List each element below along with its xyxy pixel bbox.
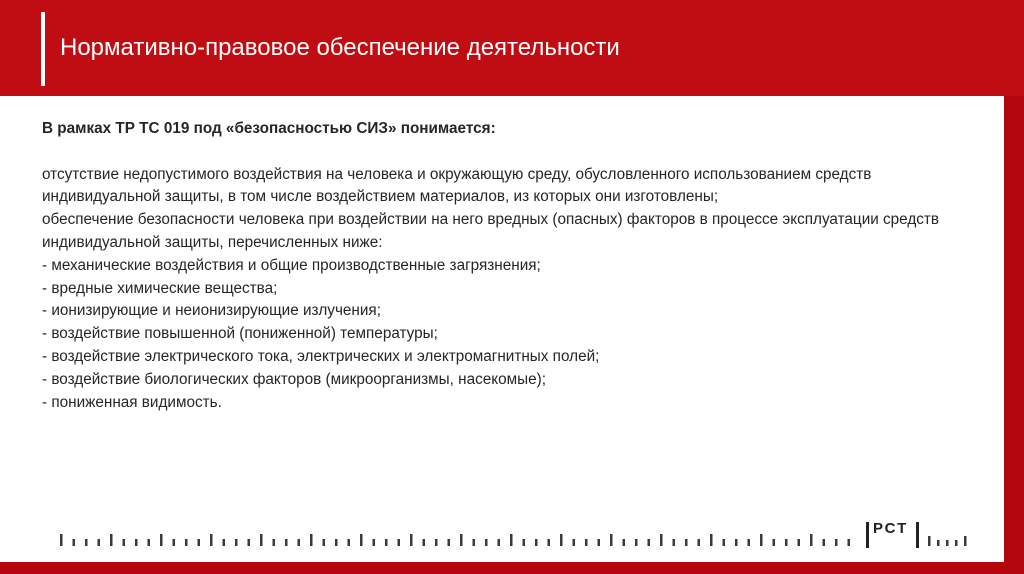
content-heading: В рамках ТР ТС 019 под «безопасностью СИЗ» понимается: xyxy=(42,120,496,137)
logo-tick xyxy=(937,540,940,546)
list-item: - воздействие электрического тока, электрических и электромагнитных полей; xyxy=(42,347,600,365)
ruler-tick xyxy=(160,534,163,546)
ruler-tick xyxy=(185,539,188,546)
content-panel xyxy=(0,96,1004,562)
ruler-tick xyxy=(348,539,351,546)
ruler-tick xyxy=(98,539,101,546)
ruler-tick xyxy=(360,534,363,546)
ruler-tick xyxy=(810,534,813,546)
ruler-tick xyxy=(773,539,776,546)
logo-bar-right xyxy=(916,522,919,548)
ruler-tick xyxy=(173,539,176,546)
logo-tick xyxy=(946,540,949,546)
ruler-tick xyxy=(523,539,526,546)
title-accent-line xyxy=(41,12,45,86)
ruler-tick xyxy=(110,534,113,546)
ruler-tick xyxy=(373,539,376,546)
ruler-tick xyxy=(223,539,226,546)
ruler-tick xyxy=(460,534,463,546)
ruler-tick xyxy=(310,534,313,546)
ruler-tick xyxy=(123,539,126,546)
ruler-tick xyxy=(60,534,63,546)
ruler-tick xyxy=(673,539,676,546)
ruler-tick xyxy=(260,534,263,546)
ruler-tick xyxy=(235,539,238,546)
ruler-tick xyxy=(248,539,251,546)
ruler-tick xyxy=(573,539,576,546)
list-item: - пониженная видимость. xyxy=(42,393,222,411)
ruler-tick xyxy=(635,539,638,546)
ruler-tick xyxy=(335,539,338,546)
ruler-tick xyxy=(710,534,713,546)
ruler-tick xyxy=(498,539,501,546)
ruler-tick xyxy=(85,539,88,546)
list-item: - вредные химические вещества; xyxy=(42,279,278,297)
ruler-tick xyxy=(560,534,563,546)
ruler-tick xyxy=(685,539,688,546)
ruler-tick xyxy=(398,539,401,546)
ruler-tick xyxy=(760,534,763,546)
content-line: отсутствие недопустимого воздействия на человека и окружающую среду, обусловленного использованием средств индивидуальной защиты, в том числе воздействием материалов, из которых они изготовлены; xyxy=(42,165,872,206)
ruler-tick xyxy=(323,539,326,546)
ruler-tick xyxy=(510,534,513,546)
rst-logo xyxy=(860,518,970,552)
ruler-tick xyxy=(785,539,788,546)
ruler-tick xyxy=(848,539,851,546)
ruler-tick xyxy=(648,539,651,546)
ruler-tick xyxy=(298,539,301,546)
ruler-tick xyxy=(210,534,213,546)
logo-text: РСТ xyxy=(873,520,909,537)
ruler-tick xyxy=(448,539,451,546)
content-line: обеспечение безопасности человека при воздействии на него вредных (опасных) факторов в процессе эксплуатации средств индивидуальной защиты, перечисленных ниже: xyxy=(42,211,940,251)
slide-title: Нормативно-правовое обеспечение деятельности xyxy=(60,34,620,61)
ruler-tick xyxy=(135,539,138,546)
ruler-tick xyxy=(723,539,726,546)
logo-tick xyxy=(928,536,931,546)
ruler-tick xyxy=(273,539,276,546)
ruler-tick xyxy=(485,539,488,546)
ruler-tick xyxy=(385,539,388,546)
logo-ticks-decoration xyxy=(926,534,970,548)
ruler-tick xyxy=(73,539,76,546)
ruler-tick xyxy=(473,539,476,546)
ruler-tick xyxy=(823,539,826,546)
logo-tick xyxy=(955,540,958,546)
ruler-tick xyxy=(198,539,201,546)
logo-bar-left xyxy=(866,522,869,548)
ruler-tick xyxy=(698,539,701,546)
ruler-tick xyxy=(423,539,426,546)
list-item: - воздействие повышенной (пониженной) температуры; xyxy=(42,325,438,343)
ruler-tick xyxy=(585,539,588,546)
list-item: - воздействие биологических факторов (микроорганизмы, насекомые); xyxy=(42,370,547,388)
ruler-tick xyxy=(548,539,551,546)
ruler-tick xyxy=(660,534,663,546)
logo-tick xyxy=(964,536,967,546)
ruler-tick xyxy=(285,539,288,546)
ruler-tick xyxy=(148,539,151,546)
list-item: - ионизирующие и неионизирующие излучения; xyxy=(42,302,381,320)
ruler-decoration xyxy=(60,520,860,550)
ruler-tick xyxy=(748,539,751,546)
ruler-tick xyxy=(598,539,601,546)
ruler-tick xyxy=(410,534,413,546)
header-bar xyxy=(0,0,1024,96)
content-text xyxy=(42,118,962,414)
ruler-tick xyxy=(610,534,613,546)
ruler-tick xyxy=(798,539,801,546)
ruler-tick xyxy=(735,539,738,546)
ruler-tick xyxy=(623,539,626,546)
ruler-tick xyxy=(835,539,838,546)
ruler-tick xyxy=(435,539,438,546)
ruler-tick xyxy=(535,539,538,546)
list-item: - механические воздействия и общие производственные загрязнения; xyxy=(42,256,541,274)
